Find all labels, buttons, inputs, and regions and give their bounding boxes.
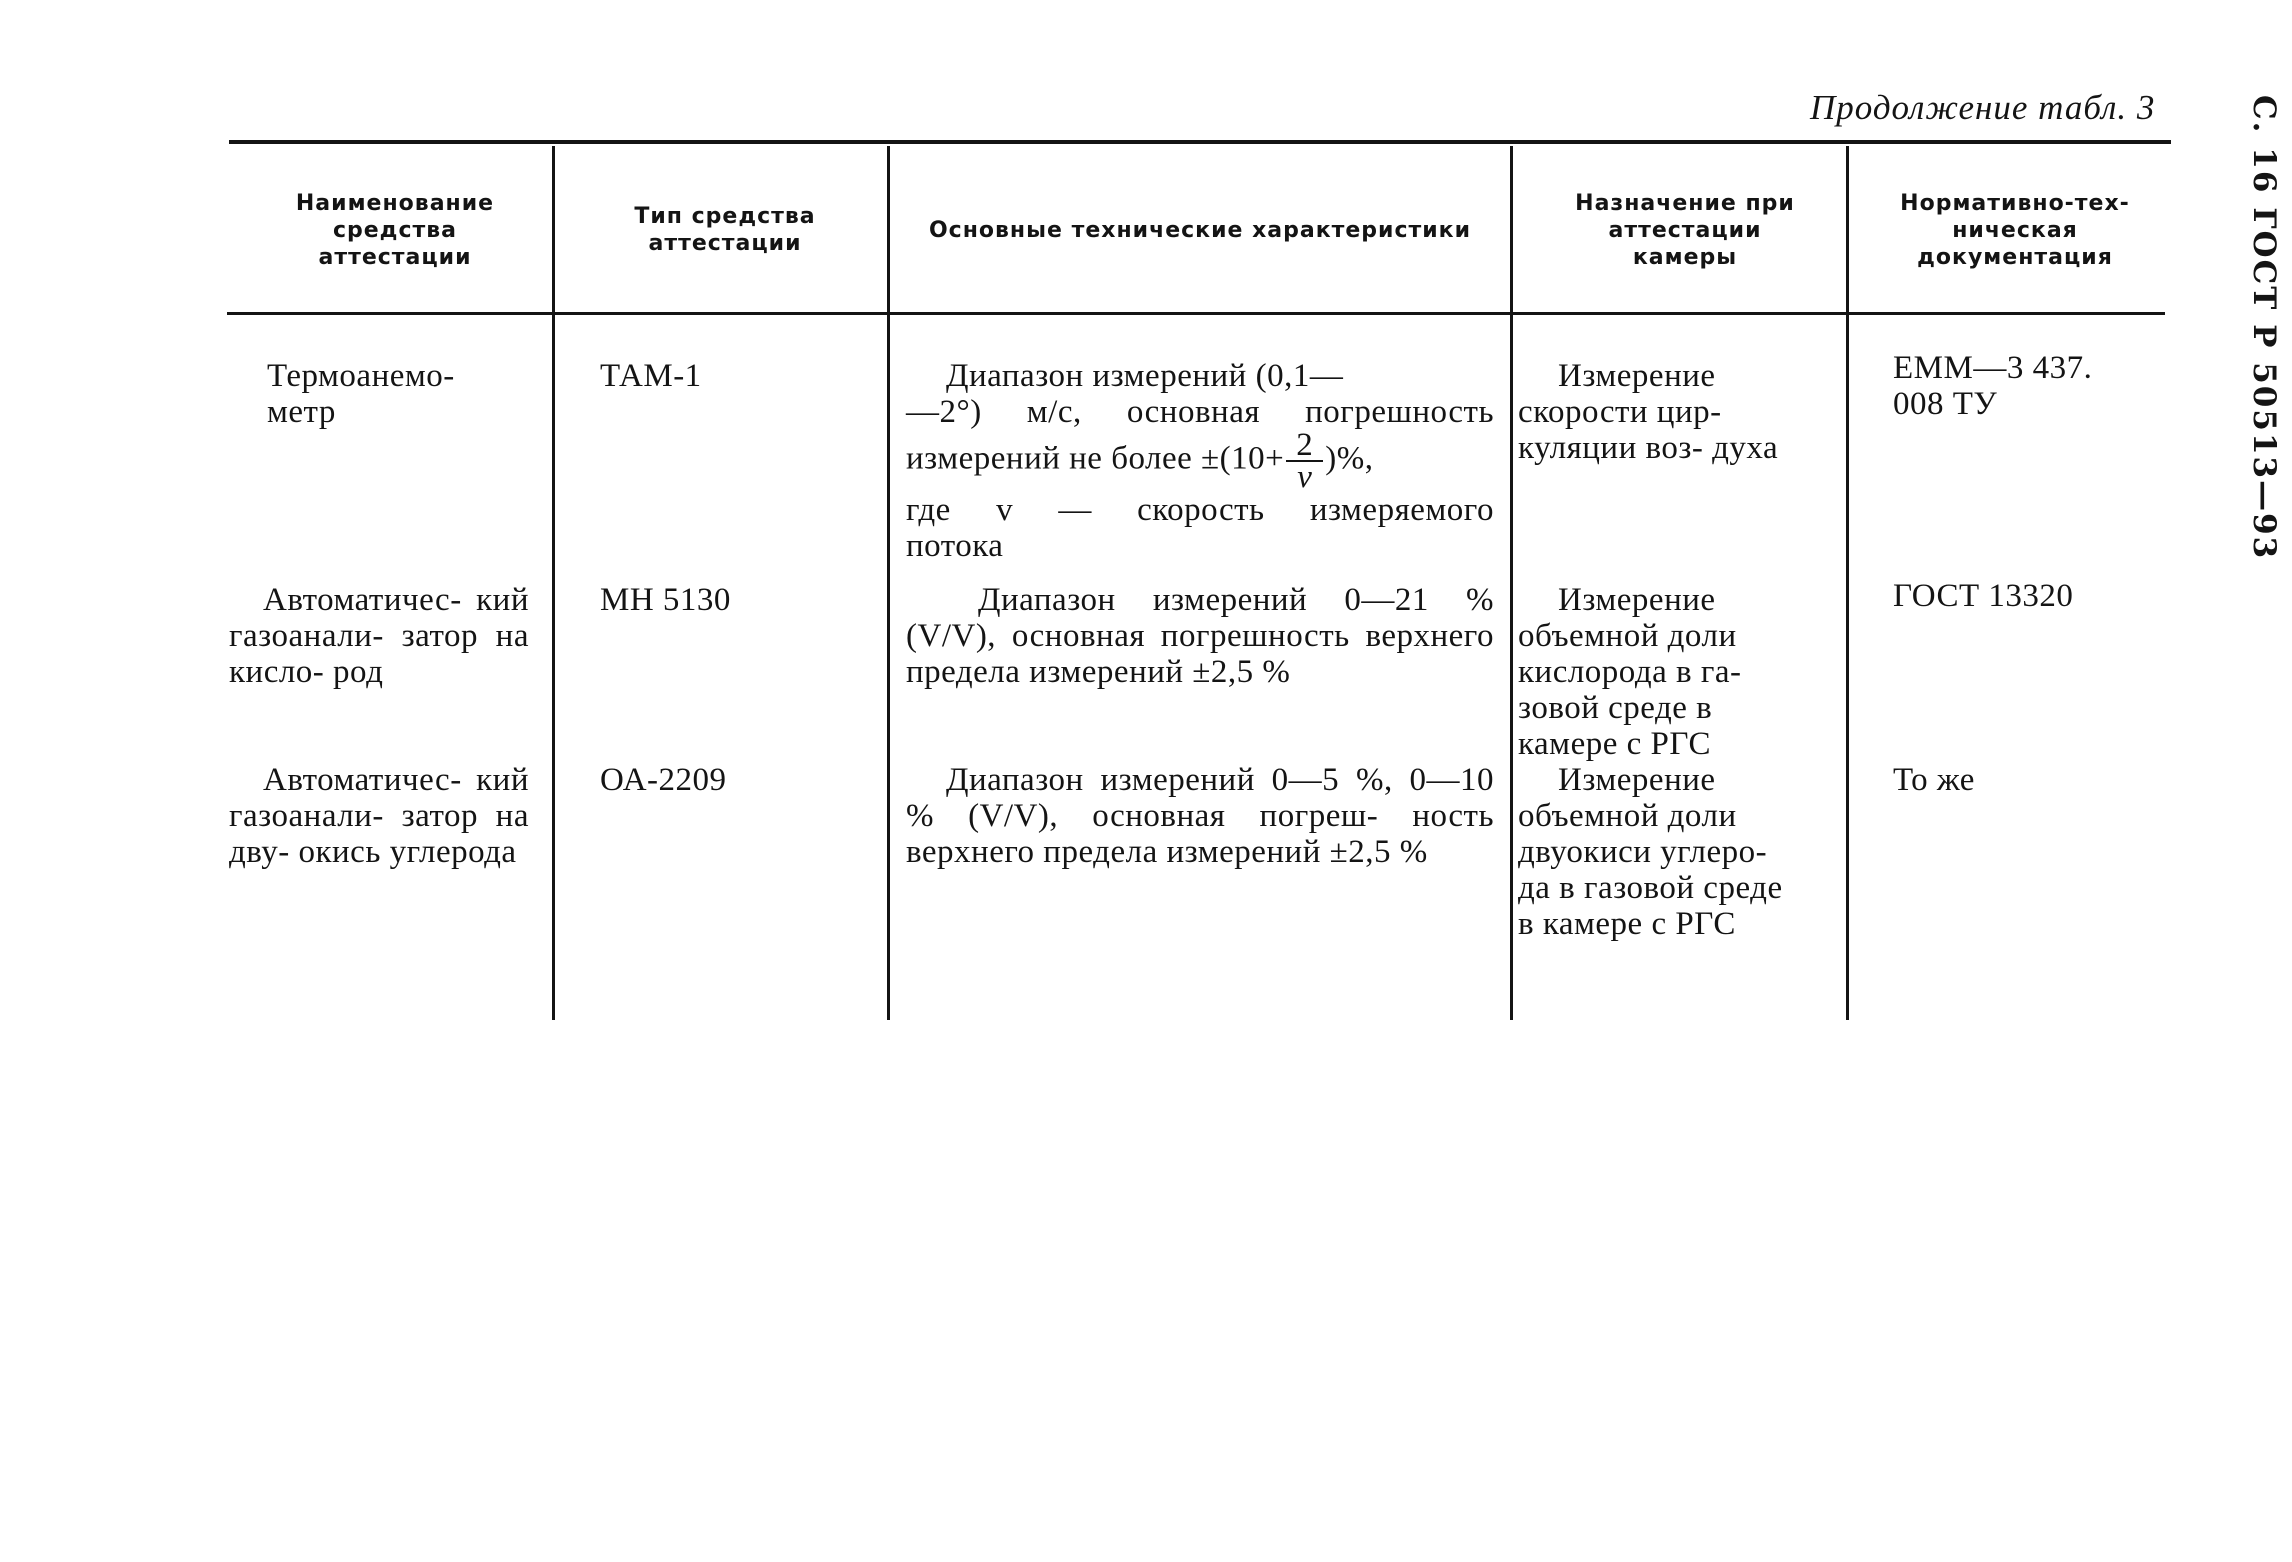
row2-type: МН 5130: [600, 582, 731, 618]
row1-specs-text-c: измерений не более ±(10+: [906, 440, 1285, 477]
row3-purpose: Измерение объемной доли двуокиси углеро- да в газовой среде в камере с РГС: [1518, 762, 1783, 942]
row1-name-text: Термоанемо- метр: [267, 358, 455, 430]
fraction-denominator: v: [1297, 459, 1313, 495]
header-specs: Основные технические характеристики: [928, 217, 1472, 243]
column-divider-2: [887, 146, 890, 1020]
header-type: Тип средства аттестации: [634, 204, 816, 256]
row1-type: ТАМ-1: [600, 358, 702, 394]
row1-specs-line4: где v — скорость измеряемого: [906, 492, 1494, 528]
row1-specs-line1: Диапазон измерений (0,1—: [946, 358, 1344, 394]
row1-specs: [906, 358, 1494, 564]
header-bottom-rule: [227, 312, 2165, 315]
row1-specs-text-d: )%,: [1325, 440, 1374, 477]
header-purpose: Назначение при аттестации камеры: [1575, 190, 1795, 270]
row3-documentation: То же: [1893, 762, 1975, 798]
row1-purpose: Измерение скорости цир- куляции воз- духа: [1518, 358, 1779, 466]
row1-specs-line2: —2°) м/с, основная погрешность: [906, 394, 1494, 430]
row1-specs-line5: потока: [906, 528, 1004, 564]
row3-specs: Диапазон измерений 0—5 %, 0—10 % (V/V), основная погреш- ность верхнего предела измерений ±2,5 %: [906, 762, 1494, 870]
row1-specs-line3: [906, 427, 1494, 495]
top-rule: [229, 140, 2171, 144]
row2-specs: Диапазон измерений 0—21 % (V/V), основная погрешность верхнего предела измерений ±2,5 %: [906, 582, 1494, 690]
row3-name: Автоматичес- кий газоанали- затор на дву- окись углерода: [229, 762, 529, 870]
column-divider-1: [552, 146, 555, 1020]
page-header-side: С. 16 ГОСТ Р 50513—93: [2246, 95, 2282, 561]
row3-type: ОА-2209: [600, 762, 727, 798]
fraction-numerator: 2: [1296, 427, 1314, 463]
row2-name: Автоматичес- кий газоанали- затор на кисло- род: [229, 582, 529, 690]
column-divider-3: [1510, 146, 1513, 1020]
row1-documentation: ЕММ—3 437. 008 ТУ: [1893, 350, 2093, 422]
fraction: [1286, 427, 1323, 495]
row1-name: [229, 358, 529, 430]
column-divider-4: [1846, 146, 1849, 1020]
row2-purpose: Измерение объемной доли кислорода в га- зовой среде в камере с РГС: [1518, 582, 1742, 762]
row2-documentation: ГОСТ 13320: [1893, 578, 2074, 614]
header-documentation: Нормативно-тех- ническая документация: [1900, 190, 2130, 270]
header-name: Наименование средства аттестации: [295, 190, 495, 270]
table-continuation-caption: Продолжение табл. 3: [1810, 88, 2156, 127]
